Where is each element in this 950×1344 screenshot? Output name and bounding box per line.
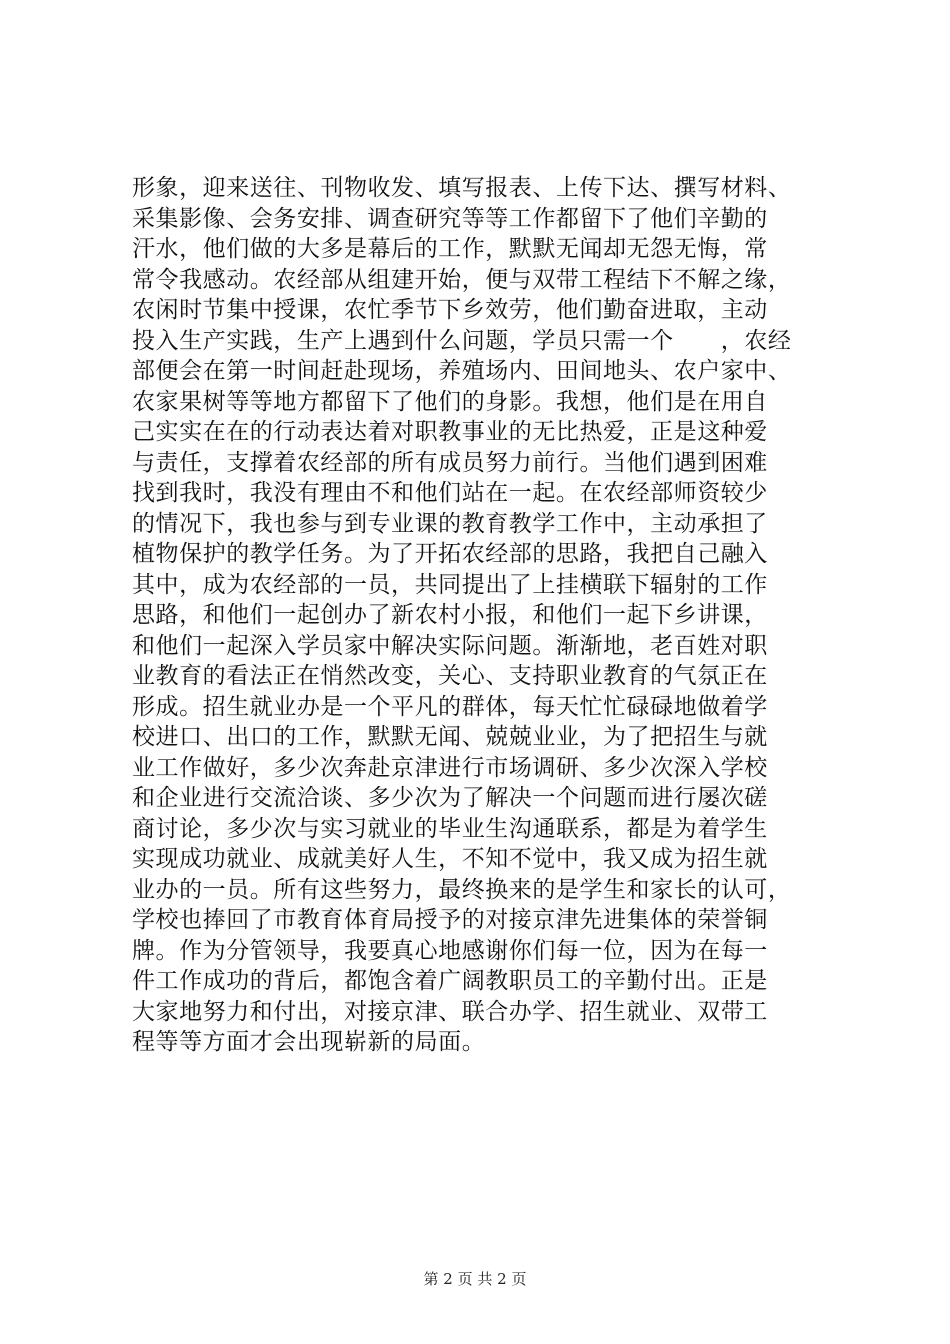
text-line: 投入生产实践，生产上遇到什么问题，学员只需一个 ，农经 — [132, 327, 792, 354]
text-line: 学校也捧回了市教育体育局授予的对接京津先进集体的荣誉铜 — [132, 907, 768, 933]
text-line: 其中，成为农经部的一员，共同提出了上挂横联下辐射的工作 — [132, 571, 768, 598]
text-line: 业办的一员。所有这些努力，最终换来的是学生和家长的认可， — [132, 876, 792, 903]
text-line: 业工作做好，多少次奔赴京津进行市场调研、多少次深入学校 — [132, 754, 768, 781]
text-line: 汗水，他们做的大多是幕后的工作，默默无闻却无怨无悔，常 — [132, 236, 768, 262]
text-line: 和企业进行交流洽谈、多少次为了解决一个问题而进行屡次磋 — [132, 785, 768, 811]
text-line: 大家地努力和付出，对接京津、联合办学、招生就业、双带工 — [132, 998, 768, 1025]
text-line: 的情况下，我也参与到专业课的教育教学工作中，主动承担了 — [132, 510, 768, 537]
text-line: 件工作成功的背后，都饱含着广阔教职员工的辛勤付出。正是 — [132, 968, 768, 994]
text-line: 己实实在在的行动表达着对职教事业的无比热爱，正是这种爱 — [132, 419, 768, 445]
text-line: 农家果树等等地方都留下了他们的身影。我想，他们是在用自 — [132, 388, 768, 415]
text-line: 商讨论，多少次与实习就业的毕业生沟通联系，都是为着学生 — [132, 815, 768, 842]
text-line: 找到我时，我没有理由不和他们站在一起。在农经部师资较少 — [132, 480, 768, 506]
text-line: 部便会在第一时间赶赴现场，养殖场内、田间地头、农户家中、 — [132, 358, 792, 384]
text-line: 校进口、出口的工作，默默无闻、兢兢业业，为了把招生与就 — [132, 724, 768, 750]
text-line: 与责任，支撑着农经部的所有成员努力前行。当他们遇到困难 — [132, 449, 768, 476]
text-line: 和他们一起深入学员家中解决实际问题。渐渐地，老百姓对职 — [132, 632, 768, 659]
text-line: 形成。招生就业办是一个平凡的群体，每天忙忙碌碌地做着学 — [132, 693, 768, 720]
text-line: 植物保护的教学任务。为了开拓农经部的思路，我把自己融入 — [132, 541, 768, 567]
text-line: 常令我感动。农经部从组建开始，便与双带工程结下不解之缘， — [132, 266, 792, 293]
text-line: 采集影像、会务安排、调查研究等等工作都留下了他们辛勤的 — [132, 205, 768, 232]
text-line: 农闲时节集中授课，农忙季节下乡效劳，他们勤奋进取，主动 — [132, 297, 768, 323]
text-line: 程等等方面才会出现崭新的局面。 — [132, 1029, 486, 1055]
text-line: 牌。作为分管领导，我要真心地感谢你们每一位，因为在每一 — [132, 937, 768, 964]
page-footer: 第 2 页 共 2 页 — [423, 1270, 527, 1288]
text-line: 形象，迎来送往、刊物收发、填写报表、上传下达、撰写材料、 — [132, 175, 792, 201]
text-line: 实现成功就业、成就美好人生，不知不觉中，我又成为招生就 — [132, 846, 768, 872]
text-line: 思路，和他们一起创办了新农村小报，和他们一起下乡讲课， — [132, 602, 768, 628]
body-paragraph — [132, 173, 832, 1058]
text-line: 业教育的看法正在悄然改变，关心、支持职业教育的气氛正在 — [132, 663, 768, 689]
